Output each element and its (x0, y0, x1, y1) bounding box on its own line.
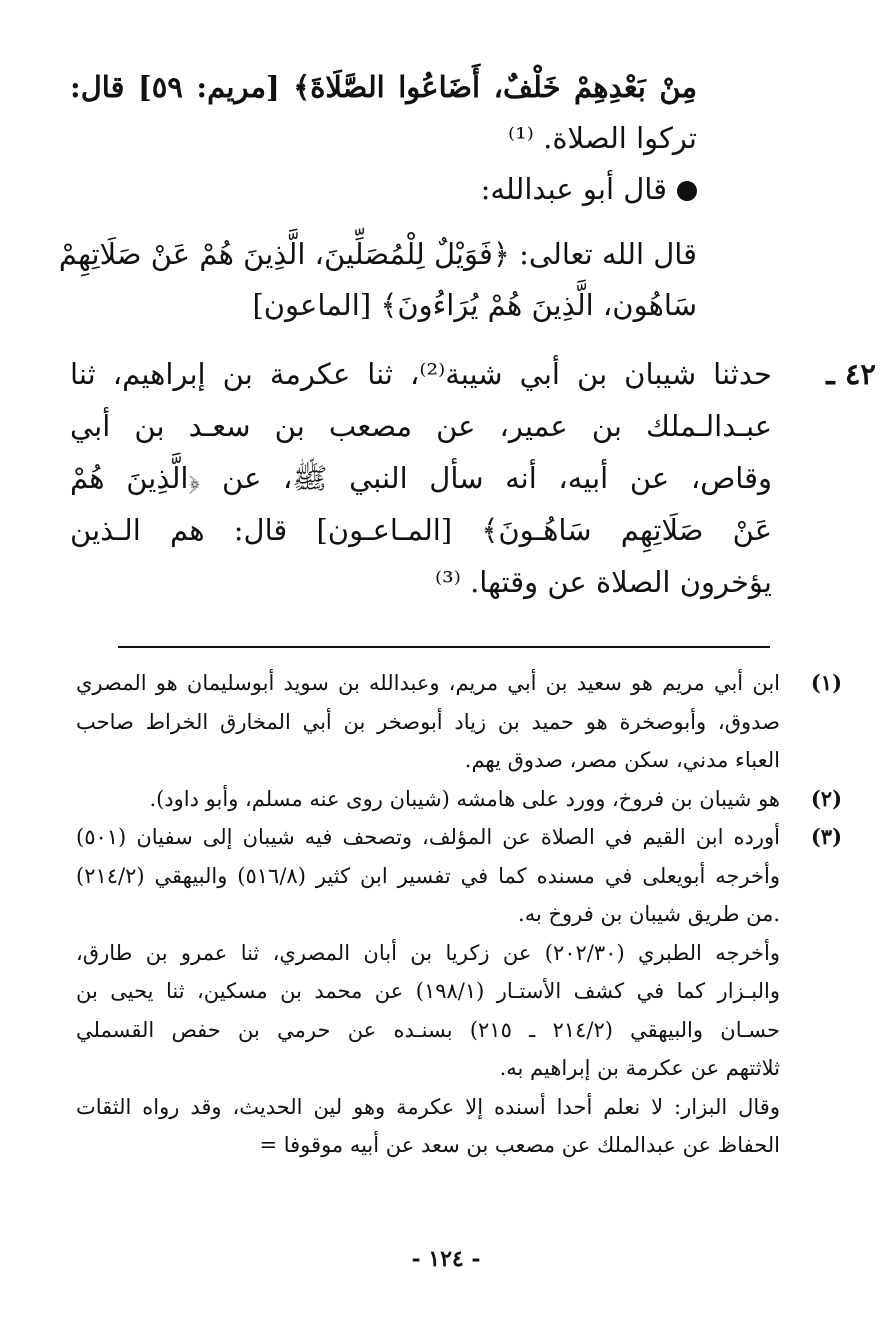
hadith-number: ٤٢ ـ (826, 357, 876, 391)
section-heading (70, 164, 697, 215)
footnote (76, 780, 842, 819)
footnote-divider (118, 646, 770, 648)
footnote-line: وقال البزار: لا نعلم أحدا أسنده إلا عكرمة وهو لين الحديث، وقد رواه الثقات (76, 1094, 780, 1119)
footnote-number: (١) (810, 670, 842, 695)
hadith-line: وقاص، عن أبيه، أنه سأل النبي ﷺ، عن ﴿الَّذِينَ هُمْ (70, 461, 772, 495)
bullet-icon (677, 181, 697, 201)
hadith-line: حدثنا شيبان بن أبي شيبة⁽²⁾، ثنا عكرمة بن إبراهيم، ثنا (70, 357, 772, 391)
heading-text: قال أبو عبدالله: (480, 172, 667, 206)
text-line: تركوا الصلاة. ⁽¹⁾ (508, 121, 697, 155)
page-number: - ١٢٤ - (411, 1246, 481, 1272)
footnote-line: هو شيبان بن فروخ، وورد على هامشه (شيبان روى عنه مسلم، وأبو داود). (149, 786, 780, 811)
footnote-line: صدوق، وأبوصخرة هو حميد بن زياد أبوصخر بن أبي المخارق الخراط صاحب (76, 709, 780, 734)
footnote-line: ابن أبي مريم هو سعيد بن أبي مريم، وعبدالله بن سويد أبوسليمان هو المصري (76, 671, 780, 695)
footnote (76, 818, 842, 1165)
quran-verse-line: قال الله تعالى: ﴿فَوَيْلٌ لِلْمُصَلِّينَ، الَّذِينَ هُمْ عَنْ صَلَاتِهِمْ (58, 237, 697, 271)
main-text (58, 62, 697, 331)
footnote-line: وأخرجه الطبري (٢٠٢/٣٠) عن زكريا بن أبان المصري، ثنا عمرو بن طارق، (76, 940, 780, 965)
footnote-line: وأخرجه أبويعلى في مسنده كما في تفسير ابن كثير (٥١٦/٨) والبيهقي (٢١٤/٢) (76, 863, 780, 888)
footnote-line: العباء مدني، سكن مصر، صدوق يهم. (464, 748, 780, 772)
footnote-line: أورده ابن القيم في الصلاة عن المؤلف، وتصحف فيه شيبان إلى سفيان (٥٠١) (76, 825, 780, 849)
hadith-line: عَنْ صَلَاتِهِم سَاهُـونَ﴾ [المـاعـون] قال: هم الـذين (70, 513, 772, 547)
footnotes (76, 664, 842, 1165)
footnote (76, 664, 842, 780)
footnote-line: حسـان والبيهقي (٢١٤/٢ ـ ٢١٥) بسنـده عن حرمي بن حفص القسملي (76, 1017, 780, 1042)
quran-verse-line: مِنْ بَعْدِهِمْ خَلْفٌ، أَضَاعُوا الصَّلَاةَ﴾ [مريم: ٥٩] قال: (70, 70, 697, 104)
hadith-line: عبـدالـملك بن عمير، عن مصعب بن سعـد بن أبي (70, 409, 772, 443)
footnote-line: ثلاثتهم عن عكرمة بن إبراهيم به. (499, 1056, 780, 1080)
footnote-line: .من طريق شيبان بن فروخ به. (518, 902, 780, 926)
hadith-block (70, 348, 876, 608)
quran-verse-line: سَاهُون، الَّذِينَ هُمْ يُرَاءُونَ﴾ [الماعون] (252, 288, 697, 322)
footnote-line: والبـزار كما في كشف الأستـار (١٩٨/١) عن محمد بن مسكين، ثنا يحيى بن (76, 979, 780, 1003)
hadith-line: يؤخرون الصلاة عن وقتها. ⁽³⁾ (434, 565, 772, 599)
footnote-number: (٢) (810, 785, 842, 811)
footnote-number: (٣) (810, 824, 842, 849)
footnote-line: الحفاظ عن عبدالملك عن مصعب بن سعد عن أبيه موقوفا = (259, 1133, 780, 1157)
